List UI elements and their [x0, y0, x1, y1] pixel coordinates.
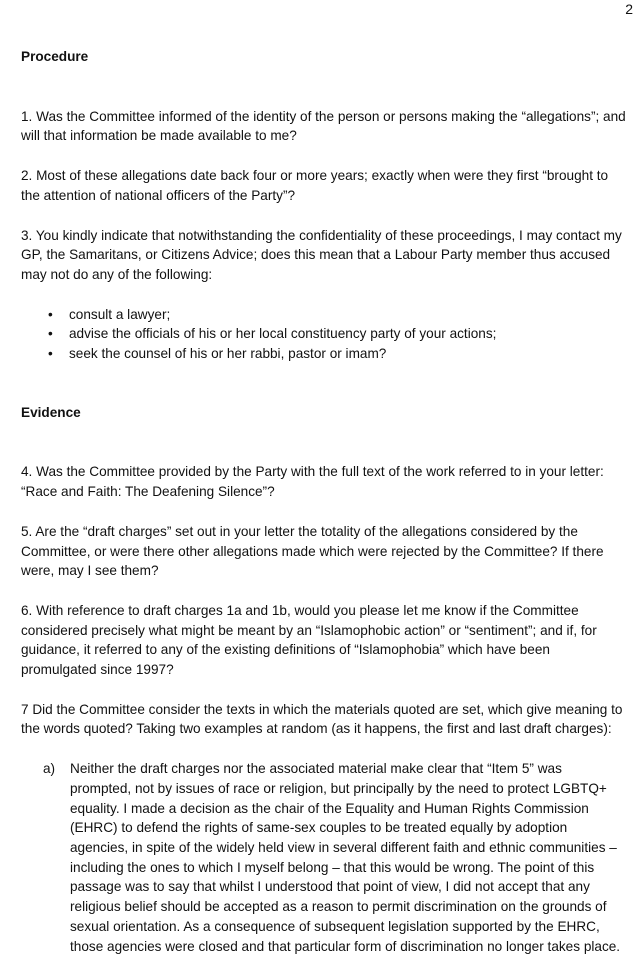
- question-4: 4. Was the Committee provided by the Party with the full text of the work referred to in your letter: “Race and Faith: The Deafening Silence”?: [21, 464, 604, 500]
- bullet-text: consult a lawyer;: [69, 306, 171, 322]
- question-2: 2. Most of these allegations date back four or more years; exactly when were they first “brought to the attention of national officers of the Party”?: [21, 168, 609, 203]
- bullet-text: advise the officials of his or her local constituency party of your actions;: [69, 326, 497, 342]
- section-heading-procedure: Procedure: [21, 49, 89, 64]
- bullet-item: [48, 305, 626, 325]
- bullet-icon: •: [48, 306, 53, 322]
- bullet-icon: •: [48, 326, 53, 342]
- question-3: 3. You kindly indicate that notwithstanding the confidentiality of these proceedings, I may contact my GP, the Samaritans, or Citizens Advice; does this mean that a Labour Party member thus accused may not do any of the following:: [21, 227, 622, 282]
- question-1: 1. Was the Committee informed of the identity of the person or persons making the “allegations”; and will that information be made available to me?: [21, 108, 626, 144]
- bullet-item: [48, 324, 626, 344]
- bullet-text: seek the counsel of his or her rabbi, pastor or imam?: [69, 346, 387, 362]
- question-5: 5. Are the “draft charges” set out in your letter the totality of the allegations considered by the Committee, or were there other allegations made which were rejected by the Committee? If there were, may I see them?: [21, 523, 604, 579]
- question-7: 7 Did the Committee consider the texts in which the materials quoted are set, which give meaning to the words quoted? Taking two examples at random (as it happens, the first and last draft charges):: [21, 701, 623, 737]
- bullet-list: [21, 305, 626, 364]
- section-heading-evidence: Evidence: [21, 404, 81, 420]
- document-body: [21, 47, 626, 956]
- question-6: 6. With reference to draft charges 1a and 1b, would you please let me know if the Committee considered precisely what might be meant by an “Islamophobic action” or “sentiment”; and if, for guidance, it referred to any of the existing definitions of “Islamophobia” which have been promulgated since 1997?: [21, 602, 597, 678]
- bullet-item: [48, 344, 626, 364]
- page-number: 2: [625, 1, 633, 17]
- sub-item-marker: a): [43, 761, 56, 777]
- bullet-icon: •: [48, 346, 53, 362]
- sub-item-a: [21, 759, 626, 956]
- sub-item-text: Neither the draft charges nor the associated material make clear that “Item 5” was prompted, not by issues of race or religion, but principally by the need to protect LGBTQ+ equality. I made a decision as the chair of the Equality and Human Rights Commission (EHRC) to defend the rights of same-sex couples to be treated equally by adoption agencies, in spite of the widely held view in several different faith and ethnic communities – including the ones to which I myself belong – that this would be wrong. The point of this passage was to say that whilst I understood that point of view, I did not accept that any religious belief should be accepted as a reason to permit discrimination on the grounds of sexual orientation. As a consequence of subsequent legislation supported by the EHRC, those agencies were closed and that particular form of discrimination no longer takes place.: [70, 761, 621, 954]
